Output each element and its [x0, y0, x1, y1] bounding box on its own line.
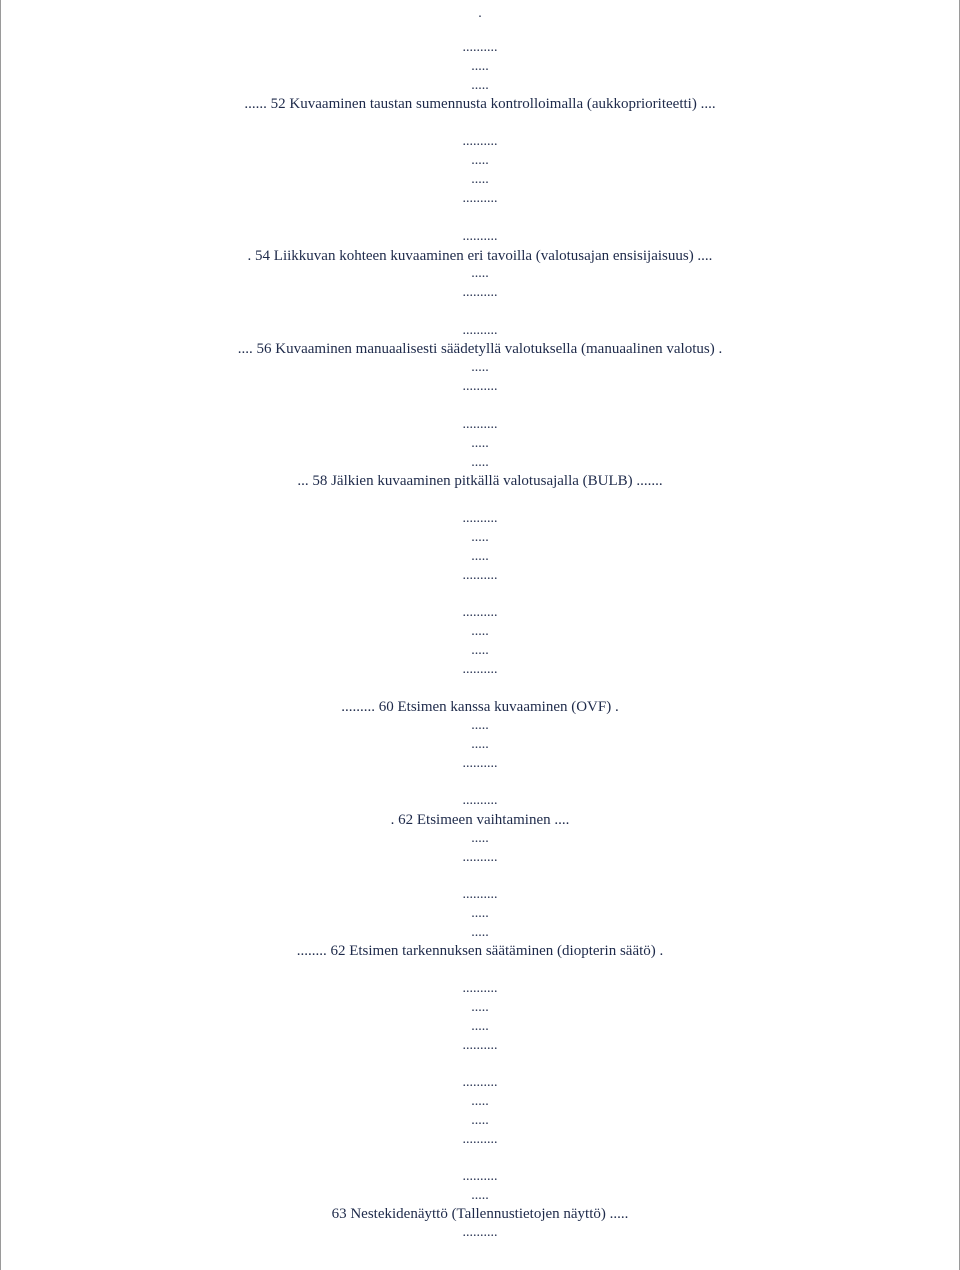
text-line: .......... [462, 605, 498, 620]
text-line: .......... [462, 887, 498, 902]
text-line: ..... [471, 906, 489, 921]
text-line: ..... [471, 831, 489, 846]
text-line: .......... [462, 1225, 498, 1240]
text-line: .......... [462, 1132, 498, 1147]
text-line: ..... [471, 1094, 489, 1109]
text-line: .......... [462, 134, 498, 149]
text-line: ..... [471, 624, 489, 639]
text-line: .......... [462, 793, 498, 808]
toc-entry-62-diopter: ........ 62 Etsimen tarkennuksen säätäminen (diopterin säätö) . [296, 943, 664, 959]
text-line: .......... [462, 662, 498, 677]
text-line: ..... [471, 1000, 489, 1015]
toc-entry-58: ... 58 Jälkien kuvaaminen pitkällä valotusajalla (BULB) ....... [297, 473, 663, 489]
toc-entry-52: ...... 52 Kuvaaminen taustan sumennusta kontrolloimalla (aukkoprioriteetti) .... [244, 96, 716, 112]
text-line: .......... [462, 511, 498, 526]
text-line: ..... [471, 360, 489, 375]
text-line: ..... [471, 172, 489, 187]
text-line: ..... [471, 153, 489, 168]
text-line: .......... [462, 568, 498, 583]
text-line: ..... [471, 718, 489, 733]
text-line: ..... [471, 59, 489, 74]
text-line: .......... [462, 285, 498, 300]
text-line: ..... [471, 549, 489, 564]
text-line: .......... [462, 1038, 498, 1053]
toc-entry-63: 63 Nestekidenäyttö (Tallennustietojen näyttö) ..... [331, 1206, 629, 1222]
text-line: .......... [462, 379, 498, 394]
toc-entry-56: .... 56 Kuvaaminen manuaalisesti säädetyllä valotuksella (manuaalinen valotus) . [237, 341, 723, 357]
text-line: ..... [471, 643, 489, 658]
text-line: .......... [462, 1075, 498, 1090]
text-line: .......... [462, 850, 498, 865]
text-line: .......... [462, 756, 498, 771]
text-line: .......... [462, 981, 498, 996]
toc-entry-54: . 54 Liikkuvan kohteen kuvaaminen eri tavoilla (valotusajan ensisijaisuus) .... [247, 248, 713, 264]
text-line: .......... [462, 40, 498, 55]
text-line: ..... [471, 1019, 489, 1034]
text-line: ..... [471, 737, 489, 752]
text-line: . [478, 6, 482, 21]
text-line: ..... [471, 1113, 489, 1128]
text-line: ..... [471, 436, 489, 451]
text-line: ..... [471, 530, 489, 545]
toc-entry-60: ......... 60 Etsimen kanssa kuvaaminen (OVF) . [341, 699, 619, 715]
text-line: ..... [471, 78, 489, 93]
text-line: ..... [471, 455, 489, 470]
text-line: .......... [462, 323, 498, 338]
text-line: ..... [471, 266, 489, 281]
text-line: ..... [471, 925, 489, 940]
text-line: .......... [462, 417, 498, 432]
text-line: ..... [471, 1188, 489, 1203]
text-line: .......... [462, 191, 498, 206]
text-line: .......... [462, 1169, 498, 1184]
text-line: .......... [462, 229, 498, 244]
toc-entry-62-switch: . 62 Etsimeen vaihtaminen .... [390, 812, 570, 828]
